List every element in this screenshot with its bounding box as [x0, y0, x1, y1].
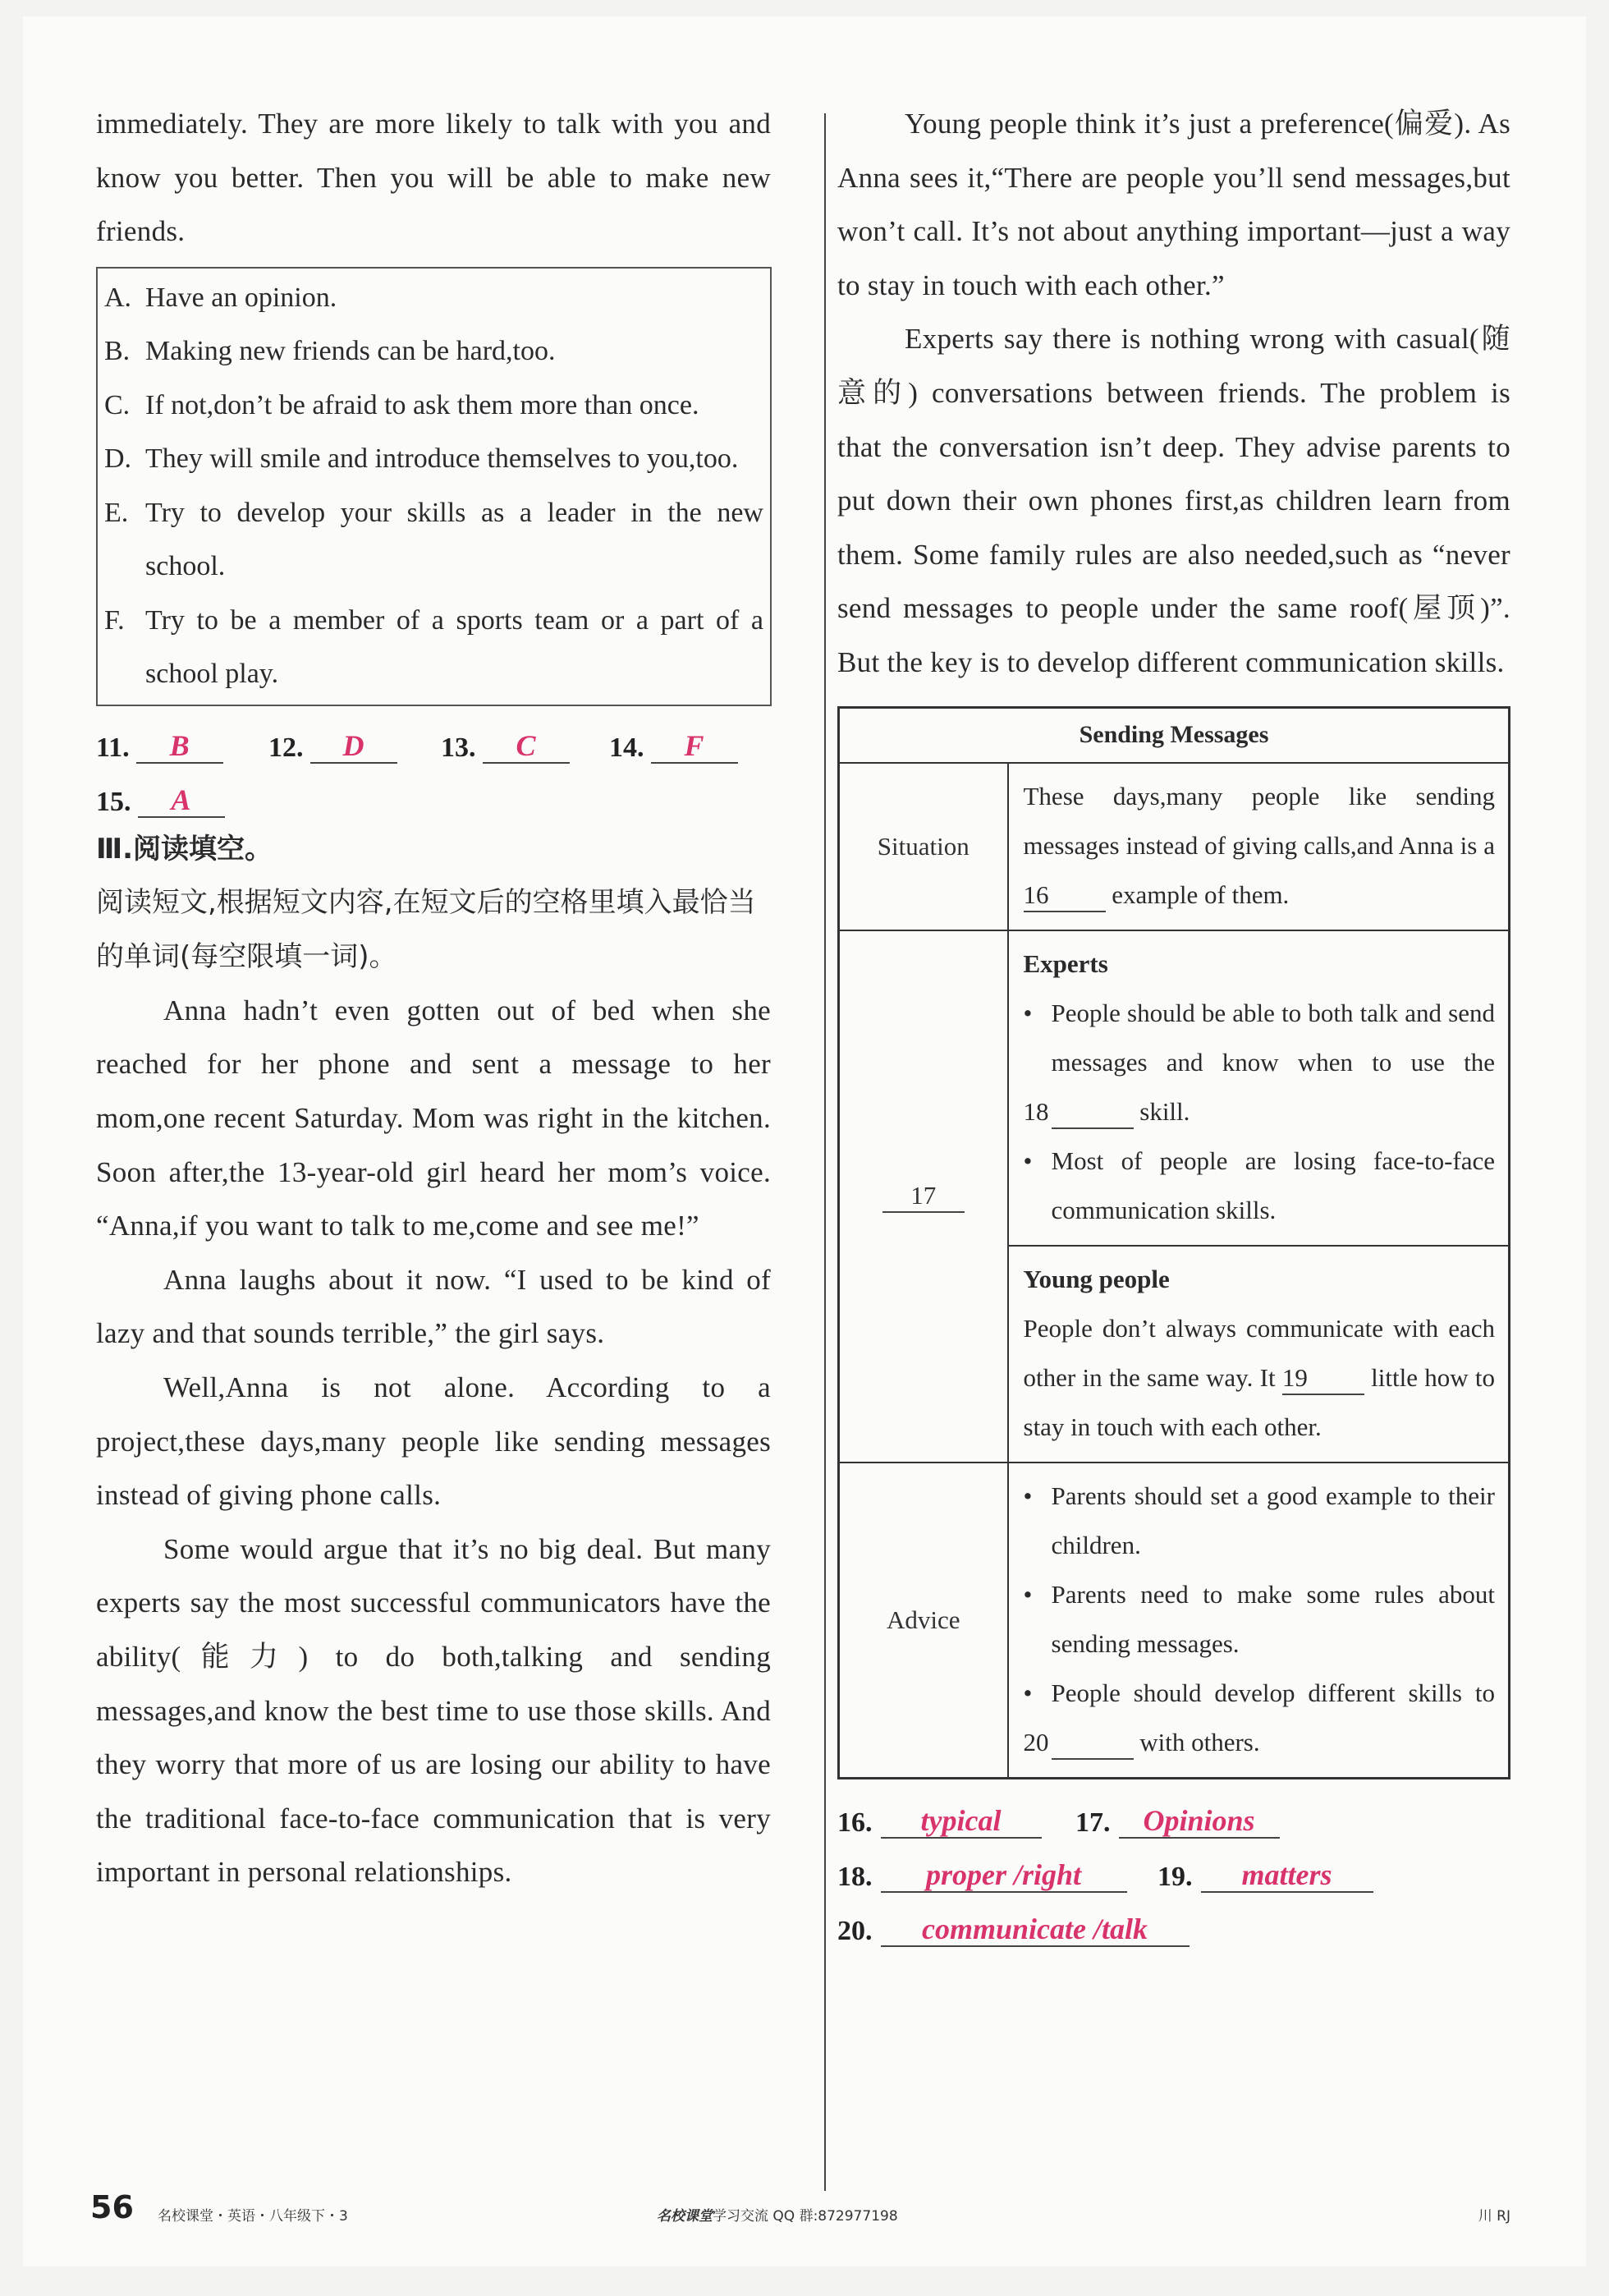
- question-number: 15.: [96, 786, 131, 817]
- question-number: 16.: [837, 1807, 873, 1839]
- question-number: 18.: [837, 1862, 873, 1893]
- page-number: 56: [90, 2189, 134, 2225]
- option-c: [104, 379, 763, 433]
- answer-item: [837, 1804, 1075, 1839]
- qq-group-info: [657, 2204, 898, 2225]
- option-text: Have an opinion.: [145, 282, 337, 313]
- passage-paragraph: Some would argue that it’s no big deal. But many experts say the most successful communicators have the ability(能力) to do both,talking and sending messages,and know the best time to use those skills. And they worry that more of us are losing our ability to have the traditional face-to-face communication that is very important in personal relationships.: [96, 1532, 771, 1889]
- answer-item: [1075, 1804, 1280, 1839]
- question-number: 13.: [441, 732, 476, 763]
- answer-blank: C: [483, 729, 570, 764]
- answer-item: [1157, 1858, 1373, 1893]
- options-box: [96, 267, 772, 706]
- option-text: Try to develop your skills as a leader in the new school.: [145, 497, 763, 582]
- column-divider: [824, 113, 826, 2191]
- option-letter: A.: [104, 282, 132, 313]
- young-people-text-wrap: [1024, 1304, 1496, 1452]
- bullet-text: People should be able to both talk and send messages and know when to use the: [1051, 999, 1495, 1077]
- option-letter: D.: [104, 443, 132, 475]
- option-text: If not,don’t be afraid to ask them more than once.: [145, 389, 699, 420]
- young-people-heading: Young people: [1023, 1265, 1170, 1294]
- answer-blank: A: [138, 783, 225, 818]
- bullet-dot: •: [1023, 999, 1033, 1028]
- option-d: [104, 432, 763, 486]
- table-title: Sending Messages: [839, 707, 1510, 763]
- young-people-text-end: little how to stay in touch with each other.: [1023, 1363, 1496, 1442]
- brand-logo-text: 名校课堂: [657, 2208, 713, 2225]
- situation-text-end: example of them.: [1112, 880, 1290, 910]
- answer-blank: matters: [1201, 1858, 1373, 1893]
- section-title: Ⅲ.阅读填空。: [96, 832, 273, 866]
- experts-bullet: [1024, 989, 1496, 1137]
- answer-blank: F: [651, 729, 738, 764]
- bullet-text-end: with others.: [1139, 1728, 1260, 1757]
- passage-paragraph: Anna laughs about it now. “I used to be kind of lazy and that sounds terrible,” the girl says.: [96, 1263, 771, 1350]
- passage-paragraph: Anna hadn’t even gotten out of bed when she reached for her phone and sent a message to her mom,one recent Saturday. Mom was right in the kitchen. Soon after,the 13-year-old girl heard her mom’s voice. “Anna,if you want to talk to me,come and see me!”: [96, 994, 771, 1242]
- answer-item: [837, 1913, 1190, 1947]
- edition-label: 川 RJ: [1478, 2208, 1510, 2225]
- experts-heading: Experts: [1023, 949, 1108, 979]
- answer-item: [837, 1858, 1157, 1893]
- answer-row: [837, 1893, 1510, 1947]
- question-number: 17.: [1075, 1807, 1111, 1839]
- bullet-text: Parents should set a good example to their children.: [1051, 1481, 1495, 1560]
- right-column: [837, 97, 1510, 1947]
- answer-row: [837, 1784, 1510, 1839]
- option-a: [104, 271, 763, 325]
- passage-paragraph: Young people think it’s just a preference(偏爱). As Anna sees it,“There are people you’ll send messages,but won’t call. It’s not about anything important—just a way to stay in touch with each other.”: [837, 108, 1510, 301]
- option-text: They will smile and introduce themselves to you,too.: [145, 443, 739, 475]
- option-letter: F.: [104, 604, 125, 636]
- answer-item: [268, 729, 441, 764]
- answer-blank: B: [136, 729, 223, 764]
- blank-16: 16: [1024, 879, 1106, 912]
- option-letter: E.: [104, 497, 129, 528]
- advice-bullet: [1024, 1472, 1496, 1570]
- option-text: Making new friends can be hard,too.: [145, 336, 556, 367]
- situation-text: These days,many people like sending messages instead of giving calls,and Anna is a: [1023, 782, 1495, 861]
- book-info: 名校课堂・英语・八年级下・3: [158, 2208, 348, 2225]
- bullet-text: Most of people are losing face-to-face communication skills.: [1051, 1146, 1495, 1225]
- blank-20: 20: [1052, 1727, 1134, 1760]
- question-number: 14.: [609, 732, 644, 763]
- situation-cell: [1008, 763, 1510, 930]
- answer-row: [96, 709, 771, 764]
- answer-blank: D: [310, 729, 397, 764]
- bullet-text: People should develop different skills to: [1051, 1678, 1495, 1708]
- instruction: 阅读短文,根据短文内容,在短文后的空格里填入最恰当的单词(每空限填一词)。: [96, 885, 756, 973]
- option-f: [104, 594, 763, 701]
- option-b: [104, 324, 763, 379]
- situation-label: Situation: [839, 763, 1008, 930]
- answer-blank: communicate /talk: [881, 1913, 1190, 1947]
- young-people-text: People don’t always communicate with each other in the same way. It: [1023, 1314, 1495, 1393]
- answer-row: [96, 764, 771, 818]
- blank-17: 17: [882, 1180, 965, 1213]
- experts-cell: [1008, 930, 1510, 1246]
- passage-paragraph: Experts say there is nothing wrong with casual(随意的) conversations between friends. The problem is that the conversation isn’t deep. They advise parents to put down their own phones first,as children learn from them. Some family rules are also needed,such as “never send messages to people under the same roof(屋顶)”. But the key is to develop different communication skills.: [837, 323, 1510, 678]
- answer-blank: Opinions: [1119, 1804, 1280, 1839]
- answer-blank: proper /right: [881, 1858, 1127, 1893]
- page-footer: [90, 2189, 1519, 2230]
- summary-table: [837, 706, 1510, 1780]
- answer-item: [609, 729, 738, 764]
- blank-19: 19: [1282, 1362, 1364, 1395]
- intro-paragraph: immediately. They are more likely to talk with you and know you better. Then you will be able to make new friends.: [96, 108, 771, 248]
- answer-item: [96, 729, 268, 764]
- question-number: 20.: [837, 1916, 873, 1947]
- option-e: [104, 486, 763, 594]
- answer-blank: typical: [881, 1804, 1042, 1839]
- passage-paragraph: Well,Anna is not alone. According to a project,these days,many people like sending messages instead of giving phone calls.: [96, 1371, 771, 1512]
- bullet-dot: •: [1023, 1146, 1033, 1176]
- bullet-dot: •: [1023, 1580, 1033, 1609]
- option-letter: C.: [104, 389, 131, 420]
- bullet-text: Parents need to make some rules about sending messages.: [1051, 1580, 1495, 1659]
- young-people-cell: [1008, 1246, 1510, 1463]
- bullet-dot: •: [1023, 1678, 1033, 1708]
- option-text: Try to be a member of a sports team or a part of a school play.: [145, 604, 763, 690]
- experts-bullet: [1024, 1137, 1496, 1235]
- question-number: 11.: [96, 732, 130, 763]
- answer-item: [441, 729, 609, 764]
- left-column: [96, 97, 771, 1899]
- blank-17-cell: [839, 930, 1008, 1463]
- bullet-dot: •: [1023, 1481, 1033, 1511]
- answer-row: [837, 1839, 1510, 1893]
- option-letter: B.: [104, 336, 131, 367]
- advice-cell: [1008, 1463, 1510, 1779]
- question-number: 12.: [268, 732, 304, 763]
- group-text: 学习交流 QQ 群:872977198: [713, 2208, 898, 2225]
- question-number: 19.: [1157, 1862, 1193, 1893]
- blank-18: 18: [1052, 1096, 1134, 1129]
- advice-label: Advice: [839, 1463, 1008, 1779]
- bullet-text-end: skill.: [1139, 1097, 1190, 1127]
- advice-bullet: [1024, 1570, 1496, 1669]
- answer-item: [96, 783, 225, 818]
- advice-bullet: [1024, 1669, 1496, 1767]
